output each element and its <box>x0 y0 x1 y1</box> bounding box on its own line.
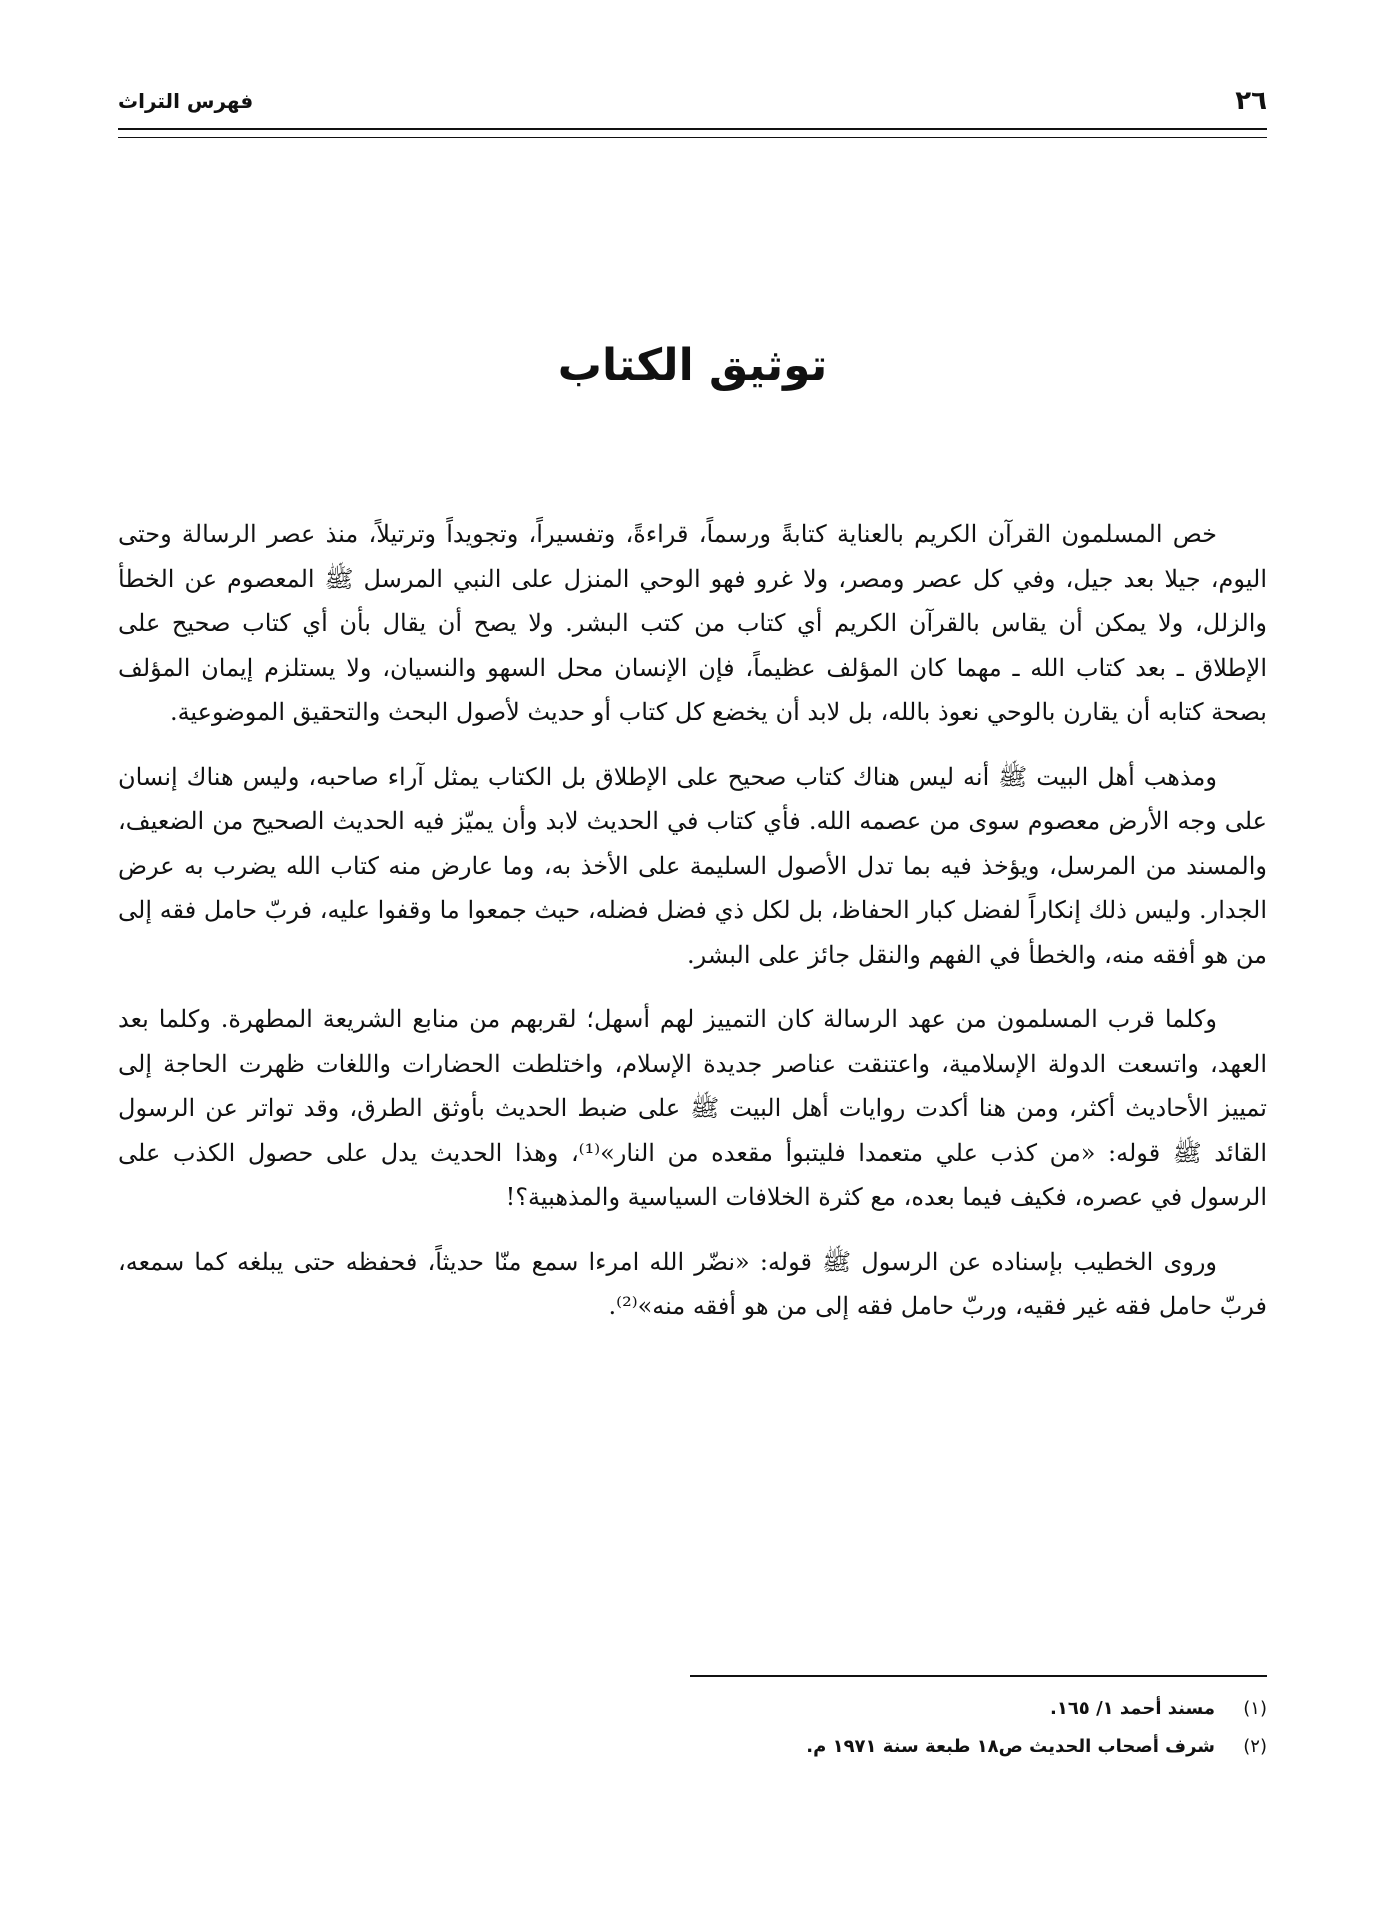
page-header <box>118 78 1267 124</box>
body-text <box>118 512 1267 1349</box>
footnotes <box>118 1690 1267 1766</box>
chapter-title: توثيق الكتاب <box>557 340 828 391</box>
footnote-number: (٢) <box>1243 1736 1267 1757</box>
paragraph: ومذهب أهل البيت ﷺ أنه ليس هناك كتاب صحيح على الإطلاق بل الكتاب يمثل آراء صاحبه، وليس هناك إنسان على وجه الأرض معصوم سوى من عصمه الله. فأي كتاب في الحديث لابد وأن يميّز فيه الحديث الصحيح من الضعيف، والمسند من المرسل، ويؤخذ فيه بما تدل الأصول السليمة على الأخذ به، وما عارض منه كتاب الله يضرب به عرض الجدار. وليس ذلك إنكاراً لفضل كبار الحفاظ، بل لكل ذي فضل فضله، حيث جمعوا ما وقفوا عليه، فربّ حامل فقه إلى من هو أفقه منه، والخطأ في الفهم والنقل جائز على البشر. <box>118 762 1268 969</box>
header-rule <box>118 128 1267 138</box>
footnote-text: شرف أصحاب الحديث ص١٨ طبعة سنة ١٩٧١ م. <box>806 1736 1215 1757</box>
running-title: فهرس التراث <box>118 89 254 113</box>
footnote-item <box>118 1690 1267 1728</box>
footnote-text: مسند أحمد ١/ ١٦٥. <box>1049 1698 1215 1719</box>
paragraph: خص المسلمون القرآن الكريم بالعناية كتابةً ورسماً، قراءةً، وتفسيراً، وتجويداً وترتيلاً، منذ عصر الرسالة وحتى اليوم، جيلا بعد جيل، وفي كل عصر ومصر، ولا غرو فهو الوحي المنزل على النبي المرسل ﷺ المعصوم عن الخطأ والزلل، ولا يمكن أن يقاس بالقرآن الكريم أي كتاب من كتب البشر. ولا يصح أن يقال بأن أي كتاب صحيح على الإطلاق ـ بعد كتاب الله ـ مهما كان المؤلف عظيماً، فإن الإنسان محل السهو والنسيان، ولا يستلزم إيمان المؤلف بصحة كتابه أن يقارن بالوحي نعوذ بالله، بل لابد أن يخضع كل كتاب أو حديث لأصول البحث والتحقيق الموضوعية. <box>118 520 1267 726</box>
footnote-number: (١) <box>1243 1698 1267 1719</box>
paragraph: وكلما قرب المسلمون من عهد الرسالة كان التمييز لهم أسهل؛ لقربهم من منابع الشريعة المطهرة. وكلما بعد العهد، واتسعت الدولة الإسلامية، واعتنقت عناصر جديدة الإسلام، واختلطت الحضارات واللغات ظهرت الحاجة إلى تمييز الأحاديث أكثر، ومن هنا أكدت روايات أهل البيت ﷺ على ضبط الحديث بأوثق الطرق، وقد تواتر عن الرسول القائد ﷺ قوله: «من كذب علي متعمدا فليتبوأ مقعده من النار»⁽¹⁾، وهذا الحديث يدل على حصول الكذب على الرسول في عصره، فكيف فيما بعده، مع كثرة الخلافات السياسية والمذهبية؟! <box>118 1005 1268 1211</box>
footnote-item <box>118 1728 1267 1766</box>
footnote-rule <box>690 1675 1267 1677</box>
paragraph: وروى الخطيب بإسناده عن الرسول ﷺ قوله: «نضّر الله امرءا سمع منّا حديثاً، فحفظه حتى يبلغه كما سمعه، فربّ حامل فقه غير فقيه، وربّ حامل فقه إلى من هو أفقه منه»⁽²⁾. <box>118 1247 1267 1320</box>
page-number: ٢٦ <box>1235 86 1267 116</box>
